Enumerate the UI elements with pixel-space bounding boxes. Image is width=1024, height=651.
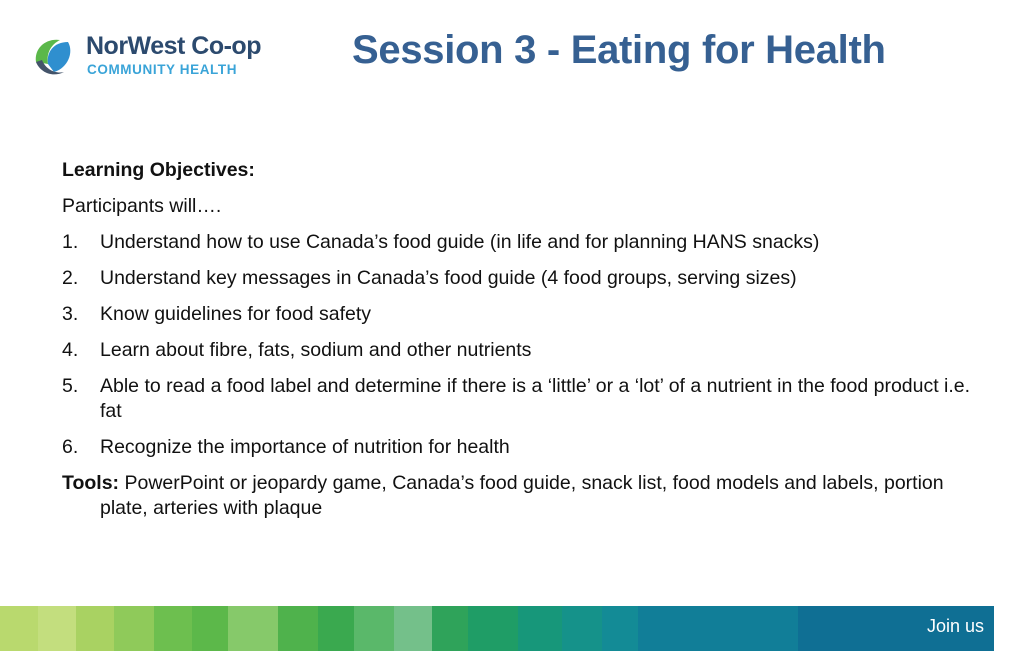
norwest-logo-mark xyxy=(30,32,78,80)
join-us-link[interactable]: Join us xyxy=(926,616,984,636)
slide-content xyxy=(62,158,982,532)
footer-segment xyxy=(518,606,562,651)
footer-color-bar xyxy=(0,606,1024,651)
footer-segment xyxy=(114,606,154,651)
objective-item: 1. Understand how to use Canada’s food guide (in life and for planning HANS snacks) xyxy=(62,231,820,253)
objective-item: 5. Able to read a food label and determine if there is a ‘little’ or a ‘lot’ of a nutrient in the food product i.e. fat xyxy=(62,375,971,422)
objective-item: 6. Recognize the importance of nutrition for health xyxy=(62,436,510,458)
footer-segment xyxy=(154,606,192,651)
footer-segment xyxy=(228,606,278,651)
brand-subtitle: COMMUNITY HEALTH xyxy=(87,62,238,77)
footer-segment xyxy=(394,606,432,651)
footer-segment xyxy=(468,606,518,651)
footer-segment xyxy=(192,606,228,651)
objective-item: 3. Know guidelines for food safety xyxy=(62,303,372,325)
objectives-list xyxy=(62,230,982,460)
footer-segment xyxy=(602,606,638,651)
objectives-heading: Learning Objectives: xyxy=(62,159,255,181)
footer-segment xyxy=(638,606,798,651)
slide-title: Session 3 - Eating for Health xyxy=(352,28,886,72)
brand-name: NorWest Co-op xyxy=(86,32,261,60)
footer-segment xyxy=(432,606,468,651)
objective-item: 4. Learn about fibre, fats, sodium and other nutrients xyxy=(62,339,532,361)
footer-segment xyxy=(278,606,318,651)
footer-segment xyxy=(0,606,38,651)
objectives-intro: Participants will…. xyxy=(62,195,222,217)
footer-segment xyxy=(318,606,354,651)
footer-segment xyxy=(76,606,114,651)
tools-line xyxy=(62,471,982,521)
footer-segment xyxy=(562,606,602,651)
tools-label: Tools: xyxy=(62,472,120,494)
footer-segment xyxy=(38,606,76,651)
logo xyxy=(30,30,280,82)
tools-text: PowerPoint or jeopardy game, Canada’s food guide, snack list, food models and labels, portion plate, arteries with plaque xyxy=(100,472,944,519)
objective-item: 2. Understand key messages in Canada’s food guide (4 food groups, serving sizes) xyxy=(62,267,797,289)
footer-segment xyxy=(354,606,394,651)
